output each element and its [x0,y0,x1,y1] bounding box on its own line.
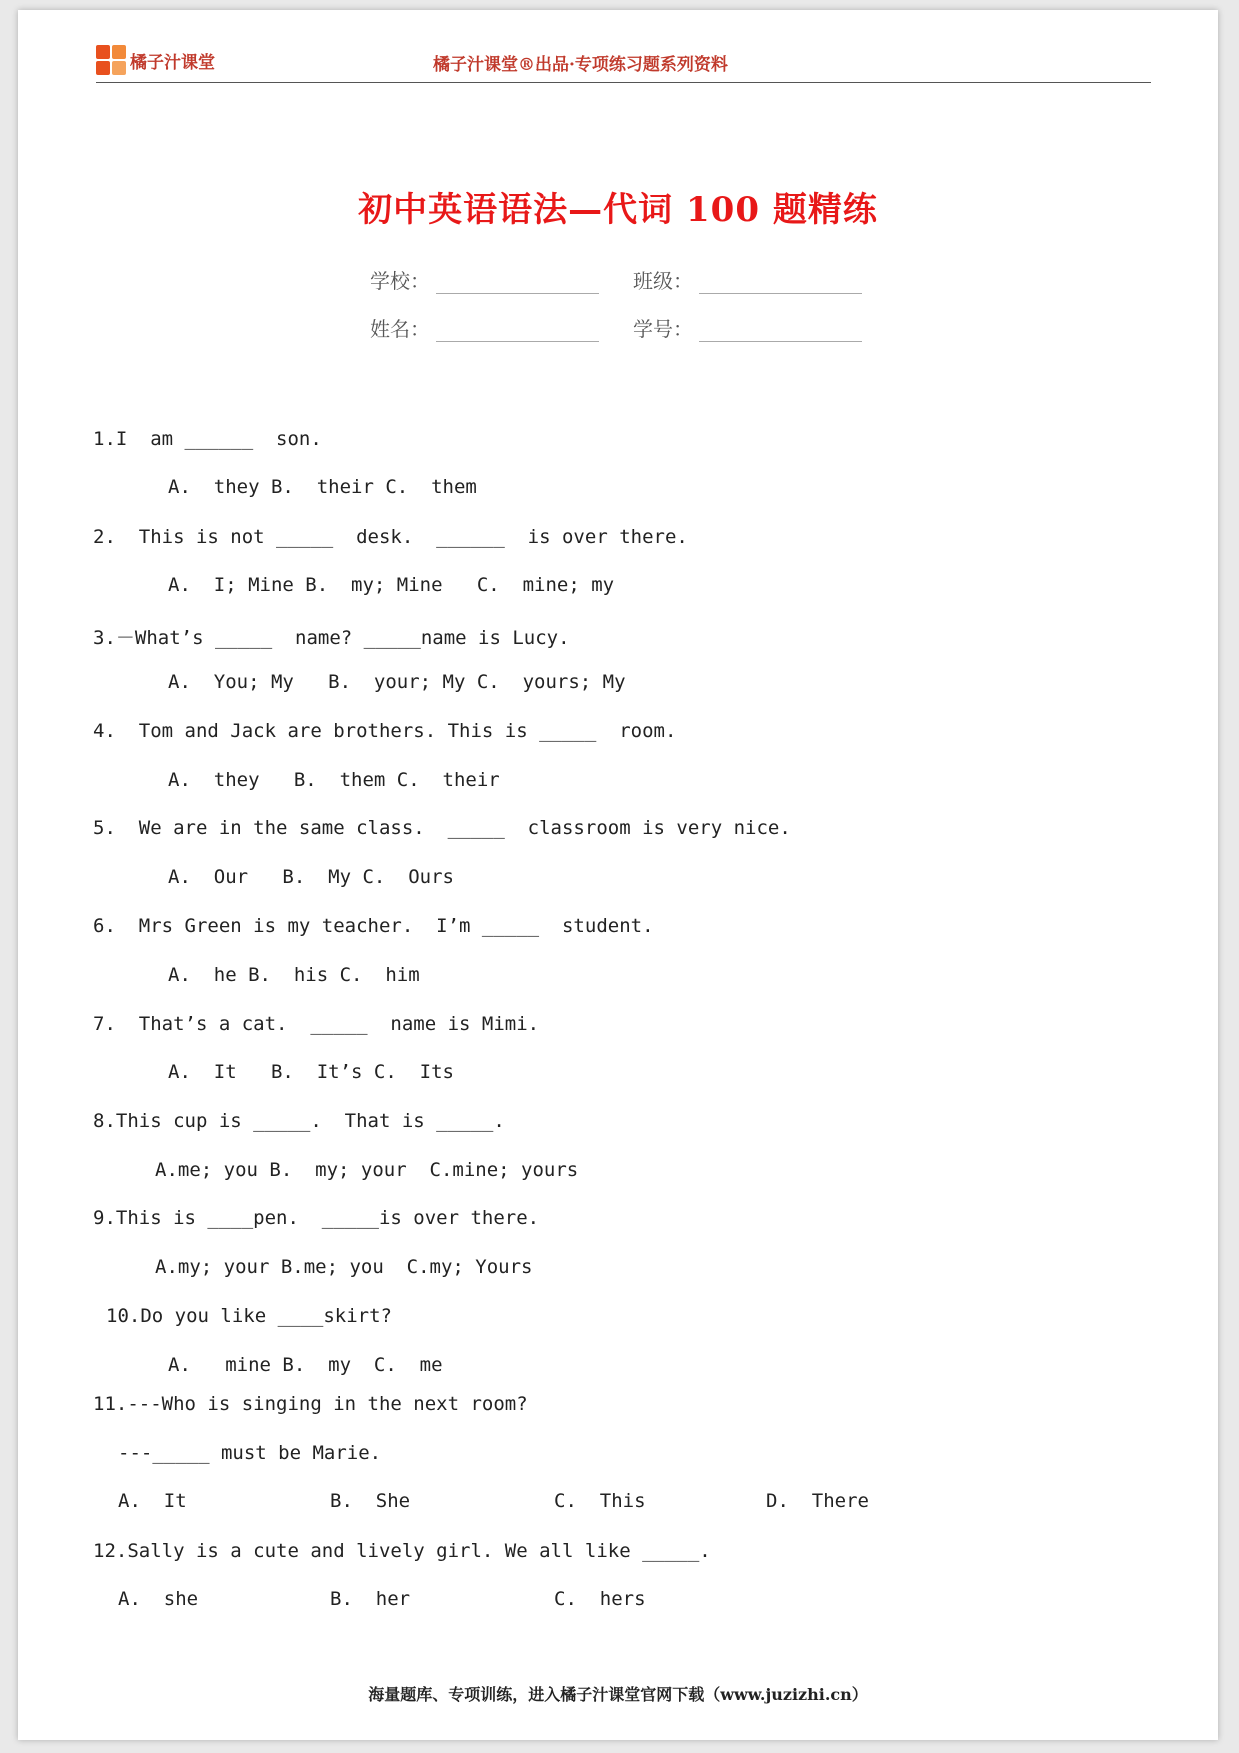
page-title: 初中英语语法—代词 100 题精练 [358,190,878,230]
worksheet-page [18,10,1218,1740]
question-6: 6. Mrs Green is my teacher. I’m _____ student. [93,915,654,937]
option-11-a: A. It [118,1490,187,1512]
logo-icon [96,45,126,75]
school-label: 学校： [370,269,430,293]
question-7: 7. That’s a cat. _____ name is Mimi. [93,1013,540,1035]
form-row-2 [370,313,896,342]
number-blank[interactable] [699,319,862,342]
options-5: A. Our B. My C. Ours [168,866,454,888]
question-11: 11.---Who is singing in the next room? [93,1393,528,1415]
header-logo [96,45,215,75]
options-3: A. You; My B. your; My C. yours; My [168,671,626,693]
question-11-answer-line: ---_____ must be Marie. [118,1442,382,1464]
question-10: 10.Do you like ____skirt? [106,1305,392,1327]
class-blank[interactable] [699,271,862,294]
option-11-d: D. There [766,1490,869,1512]
header-divider [96,82,1151,83]
options-8: A.me; you B. my; your C.mine; yours [155,1159,579,1181]
option-12-b: B. her [330,1588,411,1610]
option-11-c: C. This [554,1490,646,1512]
name-label: 姓名： [370,317,430,341]
footer-note: 海量题库、专项训练，进入橘子汁课堂官网下载（www.juzizhi.cn） [368,1685,868,1704]
question-8: 8.This cup is _____. That is _____. [93,1110,505,1132]
number-label: 学号： [633,317,693,341]
school-blank[interactable] [436,271,599,294]
options-1: A. they B. their C. them [168,476,477,498]
form-row-1 [370,265,896,294]
name-blank[interactable] [436,319,599,342]
question-5: 5. We are in the same class. _____ classroom is very nice. [93,817,791,839]
header-slogan: 橘子汁课堂®出品·专项练习题系列资料 [433,55,728,75]
logo-text: 橘子汁课堂 [130,52,215,73]
name-field [370,313,633,342]
option-11-b: B. She [330,1490,411,1512]
class-label: 班级： [633,269,693,293]
question-12: 12.Sally is a cute and lively girl. We all like _____. [93,1540,711,1562]
options-2: A. I; Mine B. my; Mine C. mine; my [168,574,615,596]
question-9: 9.This is ____pen. _____is over there. [93,1207,540,1229]
option-12-c: C. hers [554,1588,646,1610]
option-12-a: A. she [118,1588,199,1610]
question-3: 3.－What’s _____ name? _____name is Lucy. [93,627,570,649]
question-2: 2. This is not _____ desk. ______ is over there. [93,526,688,548]
options-7: A. It B. It’s C. Its [168,1061,454,1083]
options-10: A. mine B. my C. me [168,1354,443,1376]
options-4: A. they B. them C. their [168,769,500,791]
question-4: 4. Tom and Jack are brothers. This is _____ room. [93,720,677,742]
question-1: 1.I am ______ son. [93,428,322,450]
options-9: A.my; your B.me; you C.my; Yours [155,1256,533,1278]
options-6: A. he B. his C. him [168,964,420,986]
school-field [370,265,633,294]
number-field [633,313,896,342]
class-field [633,265,896,294]
